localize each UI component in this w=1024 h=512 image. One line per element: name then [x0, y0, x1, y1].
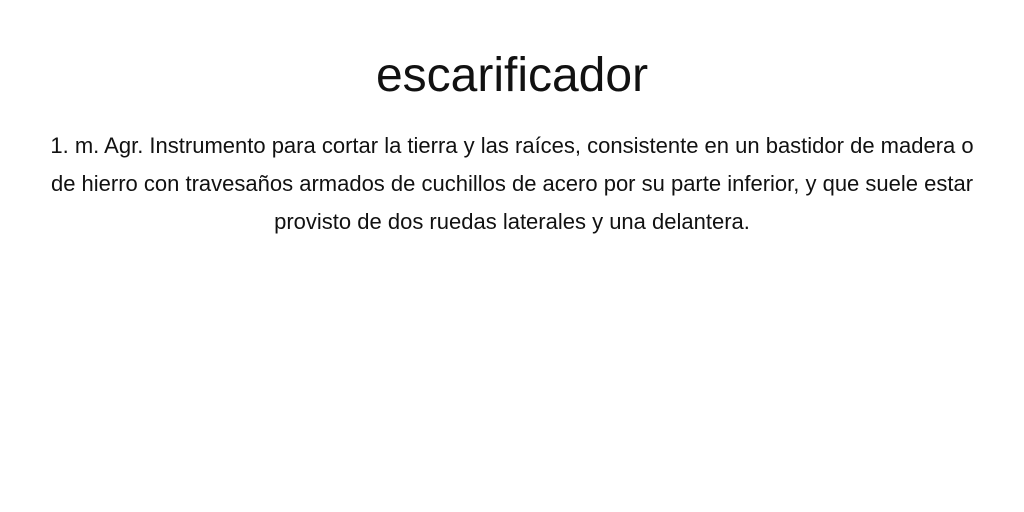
entry-term: escarificador	[375, 49, 649, 102]
entry-definition: 1. m. Agr. Instrumento para cortar la tierra y las raíces, consistente en un bastidor de madera o de hierro con travesaños armados de cuchillos de acero por su parte inferior, y que suele estar provisto de dos ruedas laterales y una delantera.	[50, 133, 974, 234]
